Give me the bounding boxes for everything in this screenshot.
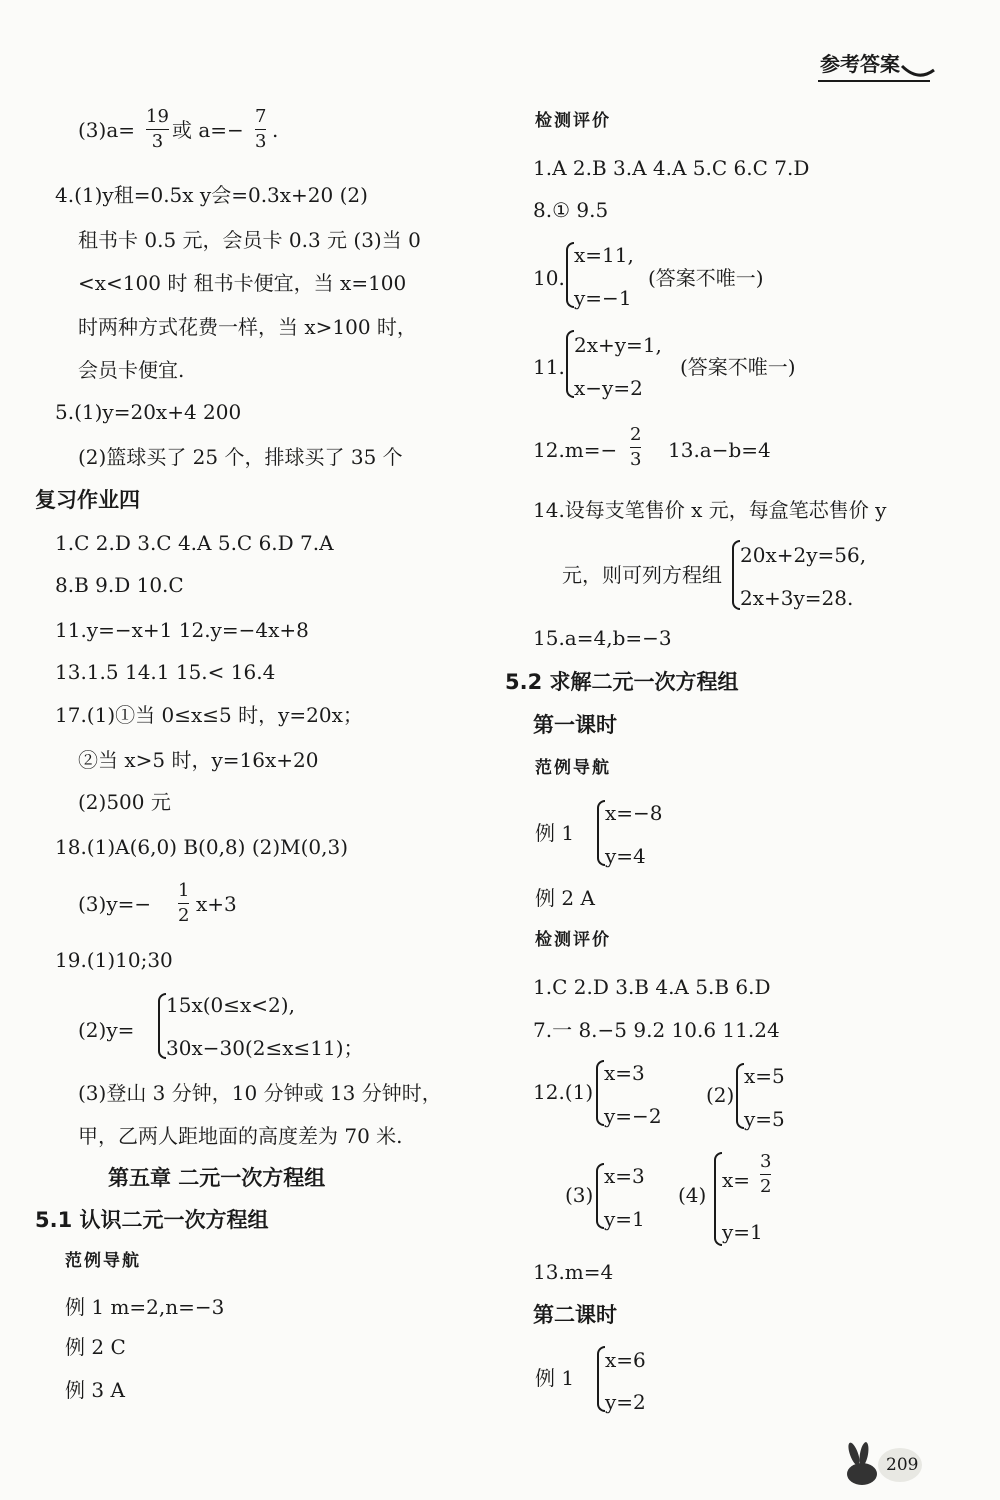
- q3-fraction-1: 19 3: [146, 106, 169, 152]
- review-17-line-2: ②当 x>5 时，y=16x+20: [78, 748, 319, 772]
- page-header-title: 参考答案: [820, 52, 900, 76]
- review-17-line-1: 17.(1)①当 0≤x≤5 时，y=20x；: [55, 703, 363, 727]
- q5-line-1: 5.(1)y=20x+4 200: [55, 400, 242, 424]
- q10-note: (答案不唯一): [648, 266, 764, 290]
- q12-4-brace: [714, 1152, 722, 1246]
- jiance-heading-2: 检测评价: [535, 930, 611, 950]
- q12-4-label: (4): [678, 1183, 707, 1207]
- fanli-heading-left: 范例导航: [65, 1251, 141, 1271]
- q13-right-answer: 13.m=4: [533, 1260, 614, 1284]
- lesson-2-title: 第二课时: [533, 1303, 617, 1327]
- q14-line-2: 元，则可列方程组: [562, 563, 722, 587]
- q10-label: 10.: [533, 266, 565, 290]
- ex1b-label: 例 1: [535, 1366, 575, 1390]
- q12-1-case-1: x=3: [604, 1061, 645, 1085]
- rabbit-decoration-icon: [840, 1440, 880, 1490]
- q3-prefix: (3)a=: [78, 118, 136, 142]
- review-19-case-2: 30x−30(2≤x≤11)；: [166, 1036, 364, 1060]
- q12-3-label: (3): [565, 1183, 594, 1207]
- review-18-prefix: (3)y=−: [78, 892, 152, 916]
- review-19-prefix: (2)y=: [78, 1018, 135, 1042]
- ex1-label: 例 1: [535, 821, 575, 845]
- fanli-heading-right: 范例导航: [535, 758, 611, 778]
- ex1-case-2: y=4: [605, 844, 646, 868]
- review-answers-1: 1.C 2.D 3.C 4.A 5.C 6.D 7.A: [55, 531, 334, 555]
- page-number: 209: [886, 1455, 919, 1475]
- q12-4-case-2: y=1: [722, 1220, 763, 1244]
- review-answers-3: 11.y=−x+1 12.y=−4x+8: [55, 618, 309, 642]
- check-answers-1: 1.A 2.B 3.A 4.A 5.C 6.C 7.D: [533, 156, 810, 180]
- q12-prefix: 12.m=−: [533, 438, 618, 462]
- example-2-left: 例 2 C: [65, 1335, 126, 1359]
- review-18-end: x+3: [196, 892, 237, 916]
- q11-label: 11.: [533, 355, 565, 379]
- q13-answer: 13.a−b=4: [668, 438, 771, 462]
- check-answers-2: 8.① 9.5: [533, 198, 609, 222]
- q12-1-case-2: y=−2: [604, 1104, 662, 1128]
- example-1-left: 例 1 m=2,n=−3: [65, 1295, 225, 1319]
- review-18-fraction: 1 2: [178, 880, 190, 926]
- q14-line-1: 14.设每支笔售价 x 元，每盒笔芯售价 y: [533, 498, 887, 522]
- section-5-1-title: 5.1 认识二元一次方程组: [35, 1208, 269, 1232]
- section-5-2-title: 5.2 求解二元一次方程组: [505, 670, 739, 694]
- ex1-brace: [597, 800, 605, 866]
- check2-answers-1: 1.C 2.D 3.B 4.A 5.B 6.D: [533, 975, 771, 999]
- review-18-line-1: 18.(1)A(6,0) B(0,8) (2)M(0,3): [55, 835, 349, 859]
- ex1b-brace: [597, 1346, 605, 1412]
- ex1b-case-1: x=6: [605, 1348, 646, 1372]
- review-19-line-1: 19.(1)10;30: [55, 948, 173, 972]
- lesson-1-title: 第一课时: [533, 713, 617, 737]
- q10-case-2: y=−1: [574, 286, 632, 310]
- q12-fraction: 2 3: [630, 424, 642, 470]
- q12-2-case-1: x=5: [744, 1064, 785, 1088]
- q3-mid: 或 a=−: [172, 118, 244, 142]
- q12-3-brace: [596, 1163, 604, 1229]
- q14-case-1: 20x+2y=56,: [740, 543, 867, 567]
- ex2-right: 例 2 A: [535, 886, 595, 910]
- q12-2-label: (2): [706, 1083, 735, 1107]
- q4-line-1: 4.(1)y租=0.5x y会=0.3x+20 (2): [55, 183, 368, 207]
- q11-note: (答案不唯一): [680, 355, 796, 379]
- review-19-case-1: 15x(0≤x<2),: [166, 993, 295, 1017]
- q11-case-1: 2x+y=1,: [574, 333, 662, 357]
- q12-2-case-2: y=5: [744, 1107, 785, 1131]
- q12-2-brace: [736, 1063, 744, 1129]
- q10-brace: [566, 242, 574, 308]
- review-answers-4: 13.1.5 14.1 15.< 16.4: [55, 660, 276, 684]
- section-review-heading: 复习作业四: [35, 488, 140, 512]
- ex1-case-1: x=−8: [605, 801, 663, 825]
- q10-case-1: x=11,: [574, 243, 634, 267]
- q12-1-label: 12.(1): [533, 1080, 594, 1104]
- q5-line-2: (2)篮球买了 25 个，排球买了 35 个: [78, 445, 403, 469]
- ex1b-case-2: y=2: [605, 1390, 646, 1414]
- header-swoosh-icon: [900, 60, 936, 84]
- jiance-heading-1: 检测评价: [535, 111, 611, 131]
- review-17-line-3: (2)500 元: [78, 790, 171, 814]
- review-19-line-4: 甲，乙两人距地面的高度差为 70 米.: [78, 1124, 403, 1148]
- q4-line-3: <x<100 时 租书卡便宜，当 x=100: [78, 271, 407, 295]
- q3-end: .: [272, 118, 279, 142]
- q12-3-case-1: x=3: [604, 1164, 645, 1188]
- q12-4-case-1: x=: [722, 1168, 751, 1192]
- q4-line-5: 会员卡便宜.: [78, 358, 185, 382]
- q11-case-2: x−y=2: [574, 376, 643, 400]
- q14-brace: [732, 540, 740, 610]
- review-19-brace: [158, 993, 166, 1059]
- check2-answers-2: 7.一 8.−5 9.2 10.6 11.24: [533, 1018, 780, 1042]
- q12-3-case-2: y=1: [604, 1207, 645, 1231]
- q11-brace: [566, 330, 574, 398]
- q12-4-fraction: 3 2: [760, 1151, 772, 1197]
- q4-line-2: 租书卡 0.5 元，会员卡 0.3 元 (3)当 0: [78, 228, 421, 252]
- q3-fraction-2: 7 3: [255, 106, 267, 152]
- q14-case-2: 2x+3y=28.: [740, 586, 854, 610]
- q12-1-brace: [596, 1060, 604, 1126]
- q4-line-4: 时两种方式花费一样，当 x>100 时，: [78, 315, 417, 339]
- review-answers-2: 8.B 9.D 10.C: [55, 573, 184, 597]
- chapter-5-title: 第五章 二元一次方程组: [108, 1166, 326, 1190]
- review-19-line-3: (3)登山 3 分钟，10 分钟或 13 分钟时，: [78, 1081, 442, 1105]
- q15-answer: 15.a=4,b=−3: [533, 626, 672, 650]
- example-3-left: 例 3 A: [65, 1378, 125, 1402]
